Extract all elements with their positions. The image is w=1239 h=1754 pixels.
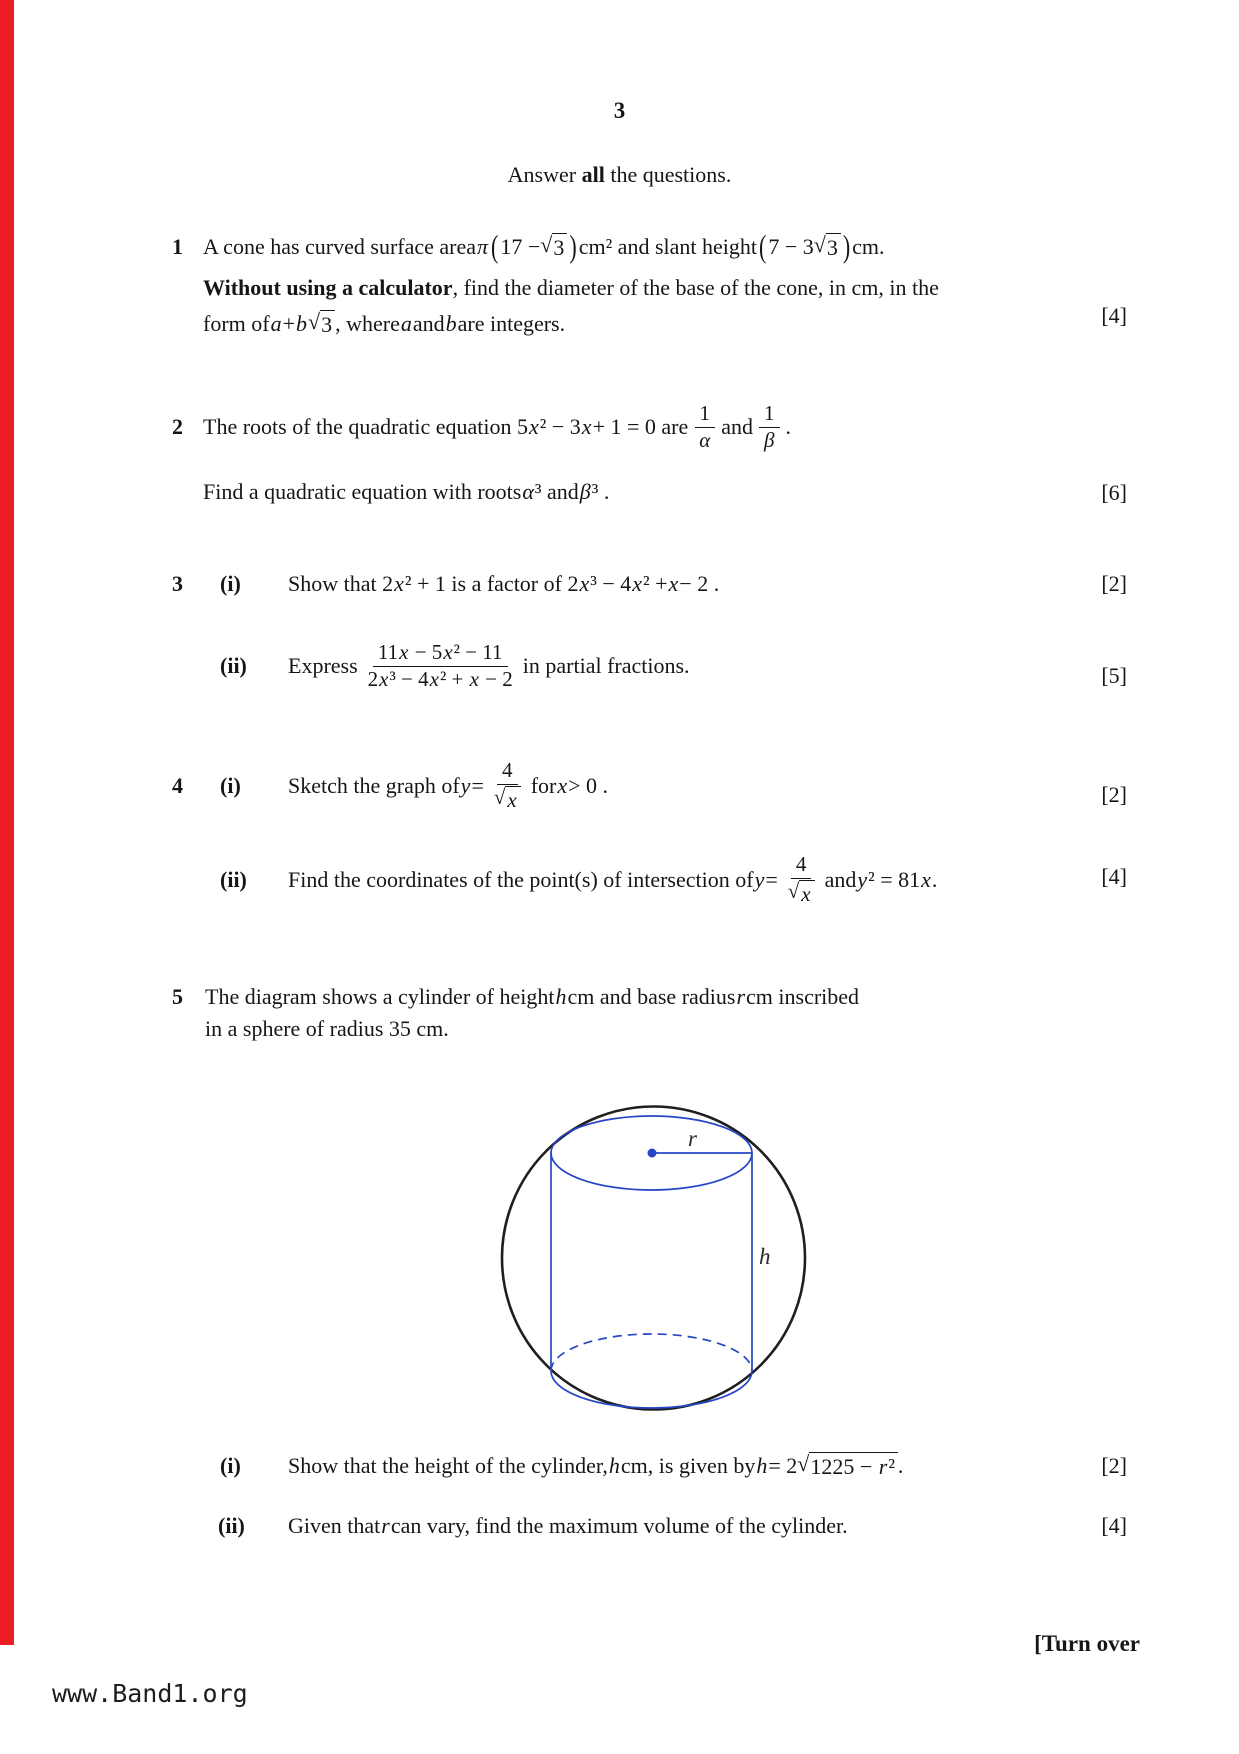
question-5ii-text: Given that r can vary, find the maximum volume of the cylinder. bbox=[288, 1513, 848, 1538]
question-3i-text: Show that 2 x ² + 1 is a factor of 2 x ³ − 4 x ² + x − 2 . bbox=[288, 571, 720, 596]
cylinder-bottom-ellipse-back bbox=[551, 1334, 752, 1371]
center-dot bbox=[648, 1149, 657, 1158]
sphere-cylinder-diagram bbox=[440, 1078, 872, 1423]
question-4ii-marks: [4] bbox=[1101, 864, 1127, 889]
question-1-marks: [4] bbox=[1101, 303, 1127, 328]
height-label: h bbox=[759, 1244, 771, 1269]
website-watermark: www.Band1.org bbox=[52, 1679, 248, 1708]
question-3i-marks: [2] bbox=[1101, 571, 1127, 596]
question-2-line-1: The roots of the quadratic equation 5 x ² − 3 x + 1 = 0 are $\frac{1}{\alpha}$ and $\frac{1}{\beta}$ . bbox=[203, 400, 791, 452]
question-5ii-label: (ii) bbox=[218, 1513, 245, 1538]
exam-instruction: Answer all the questions. bbox=[507, 162, 732, 187]
question-5i-marks: [2] bbox=[1101, 1453, 1127, 1478]
question-1-line-3: form of a + b √ 3 , where a and b are integers. bbox=[203, 308, 566, 337]
cylinder-bottom-ellipse-front bbox=[551, 1371, 752, 1408]
question-2-marks: [6] bbox=[1101, 480, 1127, 505]
question-5-intro-2: in a sphere of radius 35 cm. bbox=[205, 1016, 449, 1041]
question-5-number: 5 bbox=[172, 984, 183, 1009]
question-5-intro-1: The diagram shows a cylinder of height h cm and base radius r cm inscribed bbox=[205, 984, 860, 1009]
question-4i-text: Sketch the graph of y = 4 √ x for x > 0 . bbox=[288, 758, 609, 812]
question-4ii-label: (ii) bbox=[220, 867, 247, 892]
red-edge-stripe bbox=[0, 0, 14, 1645]
question-3-number: 3 bbox=[172, 571, 183, 596]
question-4ii-text: Find the coordinates of the point(s) of intersection of y = 4 √ x and y ² = 81 x . bbox=[288, 852, 938, 906]
question-5ii-marks: [4] bbox=[1101, 1513, 1127, 1538]
question-2-number: 2 bbox=[172, 414, 183, 439]
page-number: 3 bbox=[613, 98, 626, 123]
turn-over-note: [Turn over bbox=[1034, 1631, 1140, 1656]
question-3ii-label: (ii) bbox=[220, 653, 247, 678]
question-3ii-text: Express $\frac{\text{11x − 5x² − 11}}{\text{2x³ − 4x² + x − 2}}$ in partial fractions. bbox=[288, 639, 690, 691]
question-1-number: 1 bbox=[172, 234, 183, 259]
question-4-number: 4 bbox=[172, 773, 183, 798]
cylinder-outline bbox=[551, 1116, 752, 1408]
question-2-line-2: Find a quadratic equation with roots α ³ and β ³ . bbox=[203, 479, 610, 504]
question-3i-label: (i) bbox=[220, 571, 241, 596]
question-5i-label: (i) bbox=[220, 1453, 241, 1478]
radius-label: r bbox=[688, 1126, 697, 1151]
question-5i-text: Show that the height of the cylinder, h cm, is given by h = 2 √ 1225 − r² . bbox=[288, 1450, 904, 1479]
question-4i-label: (i) bbox=[220, 773, 241, 798]
question-1-line-2: Without using a calculator , find the diameter of the base of the cone, in cm, in the bbox=[203, 275, 939, 300]
question-3ii-marks: [5] bbox=[1101, 663, 1127, 688]
question-4i-marks: [2] bbox=[1101, 782, 1127, 807]
question-1-line-1: A cone has curved surface area π ( 17 − √ 3 ) cm² and slant height ( 7 − 3 √ 3 ) cm. bbox=[203, 228, 885, 265]
